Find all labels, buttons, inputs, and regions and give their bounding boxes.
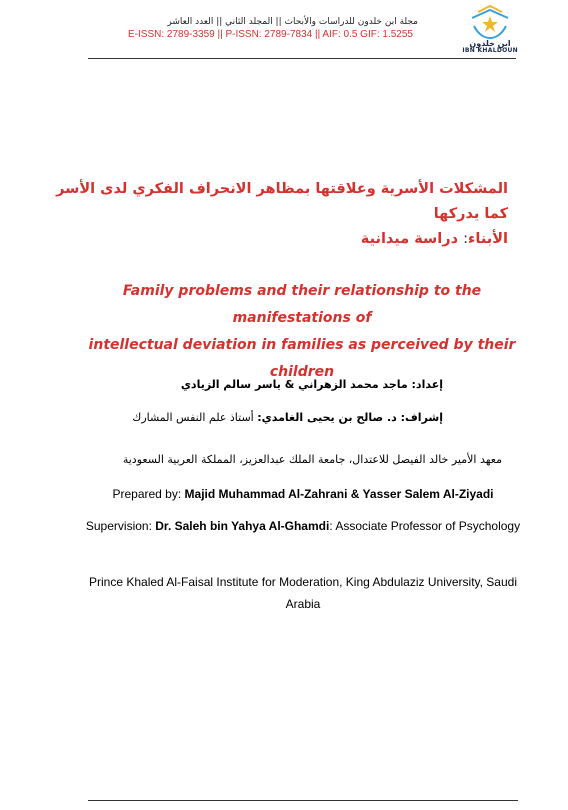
arabic-title-line2-b: دراسة ميدانية (360, 231, 459, 247)
arabic-title (30, 177, 508, 252)
english-title-line1: Family problems and their relationship to the manifestations of (122, 283, 482, 326)
english-supervision-role: Associate Professor of Psychology (335, 519, 521, 533)
journal-header-line: مجلة ابن خلدون للدراسات والأبحاث || المجلد الثاني || العدد العاشر (167, 17, 418, 27)
logo-text-ar: ابن خلدون (469, 39, 511, 48)
english-title (80, 278, 524, 386)
arabic-supervision-role: أستاذ علم النفس المشارك (132, 411, 258, 424)
arabic-institution: معهد الأمير خالد الفيصل للاعتدال، جامعة الملك عبدالعزيز، المملكة العربية السعودية (122, 453, 502, 466)
english-title-line2: intellectual deviation in families as perceived by their children (88, 337, 516, 380)
logo-text-en: IBN KHALDOUN (462, 47, 518, 54)
header-divider (88, 58, 516, 59)
arabic-prepared-by: إعداد: ماجد محمد الزهراني & ياسر سالم الزيادي (180, 378, 443, 391)
english-prepared-names: Majid Muhammad Al-Zahrani & Yasser Salem Al-Ziyadi (184, 487, 494, 501)
footer-divider (88, 800, 518, 801)
issn-line: E-ISSN: 2789-3359 || P-ISSN: 2789-7834 || AIF: 0.5 GIF: 1.5255 (128, 29, 413, 40)
arabic-supervision (132, 411, 443, 424)
arabic-supervision-label: إشراف: د. صالح بن يحيى الغامدي: (257, 411, 443, 424)
english-prepared-by (85, 483, 521, 505)
english-supervisor-name: Dr. Saleh bin Yahya Al-Ghamdi (155, 519, 330, 533)
arabic-title-line2 (30, 227, 508, 252)
arabic-title-colon: : (463, 231, 468, 247)
arabic-title-line1: المشكلات الأسرية وعلاقتها بمظاهر الانحراف الفكري لدى الأسر كما يدركها (56, 181, 508, 222)
english-institution: Prince Khaled Al-Faisal Institute for Moderation, King Abdulaziz University, Saudi Arabia (89, 575, 517, 611)
english-prepared-label: Prepared by: (112, 487, 182, 501)
english-supervision: Supervision: Dr. Saleh bin Yahya Al-Ghamdi: Associate Professor of Psychology (85, 519, 521, 533)
english-supervision-label: Supervision: (85, 519, 152, 533)
arabic-title-line2-a: الأبناء (468, 231, 508, 247)
